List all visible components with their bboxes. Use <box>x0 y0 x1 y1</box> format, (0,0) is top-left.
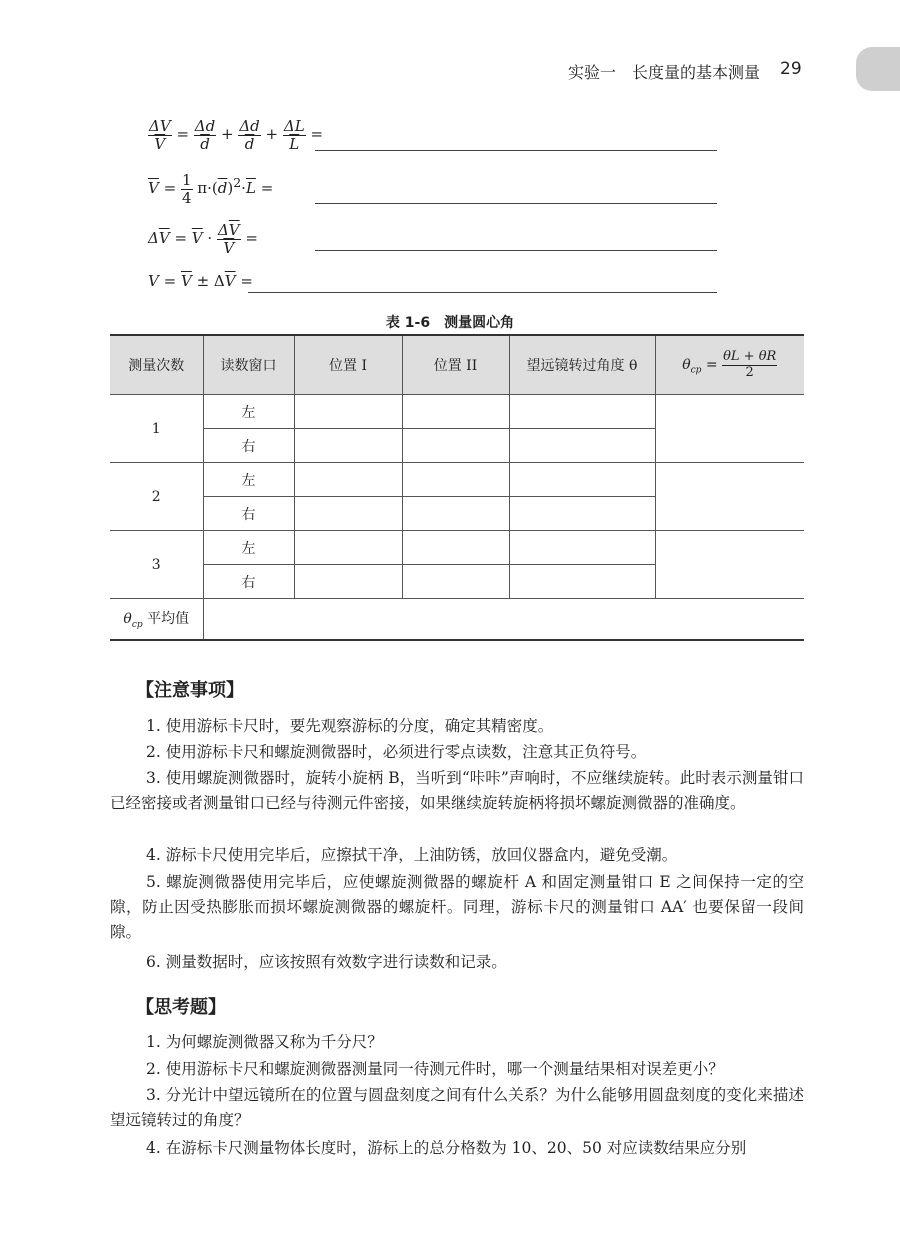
cell-empty[interactable] <box>402 463 509 497</box>
formula-absolute-uncertainty: $\Delta\overline{V} = \overline{V}$ · $\frac{\Delta\overline{V}}{V}$ = <box>148 221 258 257</box>
note-item: 4. 游标卡尺使用完毕后，应擦拭干净，上油防锈，放回仪器盒内，避免受潮。 <box>146 846 678 864</box>
cell-empty[interactable] <box>509 395 655 429</box>
cell-empty[interactable] <box>509 565 655 599</box>
answer-line-4 <box>248 292 717 293</box>
window-right: 右 <box>203 429 294 463</box>
question-item: 1. 为何螺旋测微器又称为千分尺？ <box>146 1033 383 1051</box>
question-item: 2. 使用游标卡尺和螺旋测微器测量同一待测元件时，哪一个测量结果相对误差更小？ <box>146 1060 724 1078</box>
row-number: 1 <box>110 395 203 463</box>
average-label: $\theta_{cp}$ 平均值 <box>110 599 203 641</box>
cell-empty[interactable] <box>509 497 655 531</box>
header-average-formula: $\theta_{cp}$ = $\frac{\theta L + \theta R}{2}$ <box>655 335 804 395</box>
cell-empty[interactable] <box>509 429 655 463</box>
questions-heading: 【思考题】 <box>136 997 226 1018</box>
header-position-1: 位置 I <box>294 335 402 395</box>
cell-empty[interactable] <box>509 463 655 497</box>
cell-empty[interactable] <box>402 531 509 565</box>
note-item: 2. 使用游标卡尺和螺旋测微器时，必须进行零点读数，注意其正负符号。 <box>146 743 647 761</box>
question-item: 3. 分光计中望远镜所在的位置与圆盘刻度之间有什么关系？为什么能够用圆盘刻度的变化来描述望远镜转过的角度？ <box>110 1086 804 1129</box>
chapter-title: 实验一 长度量的基本测量 <box>568 63 761 82</box>
cell-empty[interactable] <box>402 395 509 429</box>
cell-empty[interactable] <box>655 395 804 463</box>
note-item: 6. 测量数据时，应该按照有效数字进行读数和记录。 <box>146 953 507 971</box>
notes-heading: 【注意事项】 <box>136 680 244 701</box>
answer-line-1 <box>315 150 717 151</box>
cell-empty[interactable] <box>655 463 804 531</box>
formula-relative-uncertainty: $\frac{\Delta V}{V}$ = $\frac{\Delta d}{d}$ + $\frac{\Delta d}{d}$ + $\frac{\Delta L}{L}$ = <box>149 117 324 153</box>
answer-line-2 <box>315 203 717 204</box>
answer-line-3 <box>315 250 717 251</box>
window-left: 左 <box>203 463 294 497</box>
cell-empty[interactable] <box>655 531 804 599</box>
table-caption: 表 1-6 测量圆心角 <box>385 315 515 331</box>
header-count: 测量次数 <box>110 335 203 395</box>
page-tab-marker <box>856 47 900 91</box>
header-angle: 望远镜转过角度 θ <box>509 335 655 395</box>
window-right: 右 <box>203 565 294 599</box>
note-item: 3. 使用螺旋测微器时，旋转小旋柄 B，当听到“咔咔”声响时，不应继续旋转。此时表示测量钳口已经密接或者测量钳口已经与待测元件密接，如果继续旋转旋柄将损坏螺旋测微器的准确度。 <box>110 769 804 812</box>
angle-measurement-table <box>110 334 804 641</box>
row-number: 2 <box>110 463 203 531</box>
cell-empty[interactable] <box>509 531 655 565</box>
window-left: 左 <box>203 531 294 565</box>
cell-empty[interactable] <box>402 497 509 531</box>
cell-empty[interactable] <box>294 395 402 429</box>
note-item: 1. 使用游标卡尺时，要先观察游标的分度，确定其精密度。 <box>146 717 554 735</box>
row-number: 3 <box>110 531 203 599</box>
header-window: 读数窗口 <box>203 335 294 395</box>
formula-mean-volume: $\overline{V}$ = $\frac{1}{4}$ $\pi\cdot(\overline{d})^2\cdot\overline{L}$ = <box>148 171 274 207</box>
page-number: 29 <box>780 59 802 79</box>
header-position-2: 位置 II <box>402 335 509 395</box>
cell-average[interactable] <box>203 599 804 641</box>
cell-empty[interactable] <box>294 429 402 463</box>
window-right: 右 <box>203 497 294 531</box>
note-item: 5. 螺旋测微器使用完毕后，应使螺旋测微器的螺旋杆 A 和固定测量钳口 E 之间保持一定的空隙，防止因受热膨胀而损坏螺旋测微器的螺旋杆。同理，游标卡尺的测量钳口 AA′ 也要保留一段间隙。 <box>110 873 804 941</box>
cell-empty[interactable] <box>294 497 402 531</box>
cell-empty[interactable] <box>402 429 509 463</box>
cell-empty[interactable] <box>294 565 402 599</box>
formula-result: $V = \overline{V} \pm \Delta\overline{V}$ = <box>148 272 253 290</box>
window-left: 左 <box>203 395 294 429</box>
cell-empty[interactable] <box>294 531 402 565</box>
question-item: 4. 在游标卡尺测量物体长度时，游标上的总分格数为 10、20、50 对应读数结果应分别 <box>146 1139 747 1157</box>
cell-empty[interactable] <box>294 463 402 497</box>
cell-empty[interactable] <box>402 565 509 599</box>
